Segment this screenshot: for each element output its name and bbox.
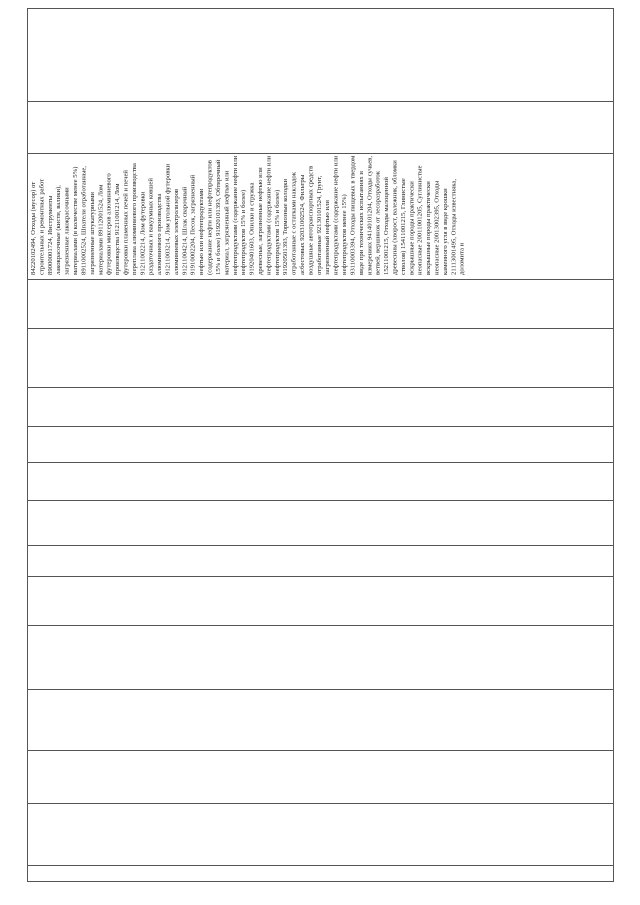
row-divider: [28, 462, 613, 463]
rotated-cell: [28, 154, 615, 278]
rotated-text-block: [28, 154, 615, 278]
row-divider: [28, 750, 613, 751]
row-divider: [28, 865, 613, 866]
row-divider: [28, 689, 613, 690]
row-divider: [28, 279, 613, 280]
row-divider: [28, 426, 613, 427]
row-divider: [28, 576, 613, 577]
row-divider: [28, 387, 613, 388]
row-divider: [28, 328, 613, 329]
row-divider: [28, 545, 613, 546]
row-divider: [28, 500, 613, 501]
waste-list-text: 84220102494, Отходы (мусор) от строительных и ремонтных работ 89000001724, Инструменты лакокрасочные (кисти, валики), загрязненные лакокрасочными материалами (в количестве менее 5%) 89110002524, Шпатели отработанные, загрязненные штукатурными материалами 89112001524, Лом футеровки миксеров алюминиевого производства 91211001214, Лом футеровки пламенных печей и печей переплава алюминиевого производства 91211002214, Лом футеровки раздаточных и вакуумных ковшей алюминиевого производства 91211003214, Лом угольной футеровки алюминиевых электролизеров 91211004214, Шлак сварочный 91910002204, Песок, загрязненный нефтью или нефтепродуктами (содержание нефти или нефтепродуктов 15% и более) 91920101393, Обтирочный материал, загрязненный нефтью или нефтепродуктами (содержание нефти или нефтепродуктов 15% и более) 91920401603, Опилки и стружка древесные, загрязненные нефтью или нефтепродуктами (содержание нефти или нефтепродуктов 15% и более) 91920501393, Тормозные колодки отработанные с остатками накладок асбестовых 92031002524, Фильтры воздушные автотранспортных средств отработанные 92130101524, Грунт, загрязненный нефтью или нефтепродуктами (содержание нефти или нефтепродуктов менее 15%) 93110003394, Отходы пищевых в твердом виде при технических испытаниях и измерениях 94140101204, Отходы сучьев, ветвей, вершинок от лесоразработок 15211001215, Отходы малоценной древесины (хворост, валежник, обломки стволов) 15411001215, Глинистые вскрышные породы практически неопасные 20011001205, Суглинистые вскрышные породы практически неопасные 20013002395, Отходы каменного угля в виде крошки 21113001495, Отходы известняка, доломита и: [30, 155, 466, 275]
row-divider: [28, 101, 613, 102]
row-divider: [28, 625, 613, 626]
row-divider: [28, 803, 613, 804]
document-table: [27, 8, 614, 882]
